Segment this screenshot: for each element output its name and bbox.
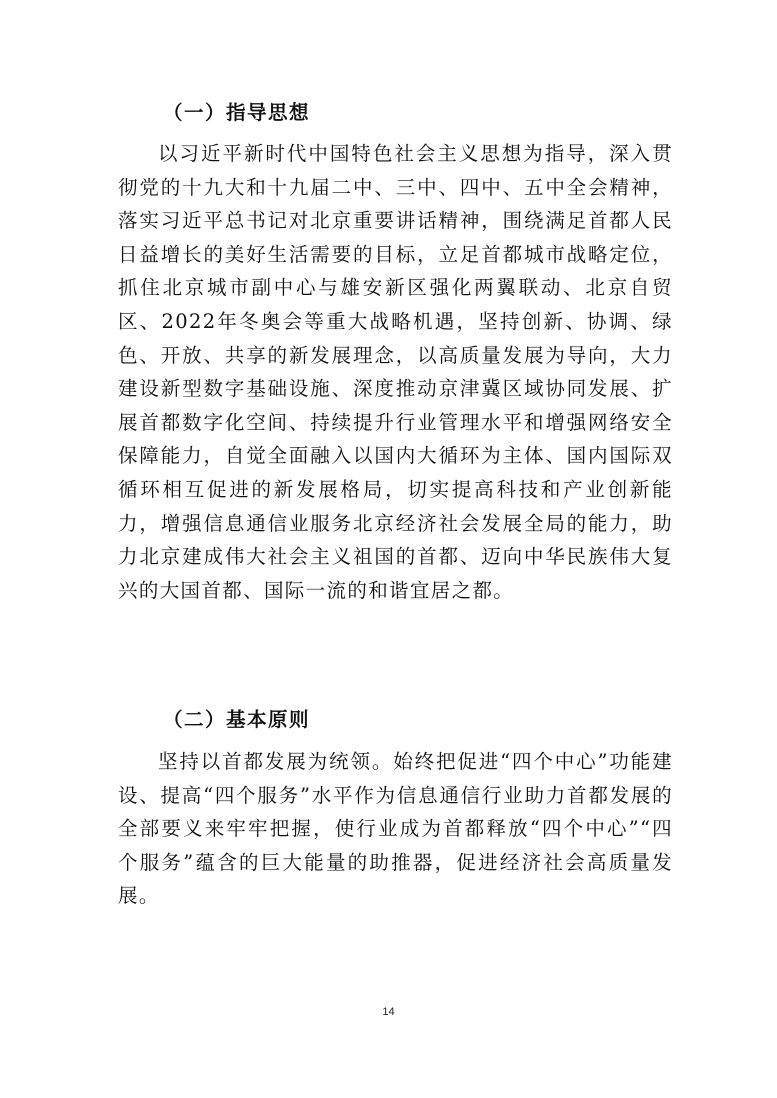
- section-heading-guiding-ideology: （一）指导思想: [163, 101, 311, 124]
- section-heading-basic-principles: （二）基本原则: [163, 708, 311, 731]
- page-number: 14: [382, 1006, 395, 1018]
- section-paragraph-basic-principles: 坚持以首都发展为统领。始终把促进“四个中心”功能建设、提高“四个服务”水平作为信息通信行业助力首都发展的全部要义来牢牢把握，使行业成为首都释放“四个中心”“四个服务”蕴含的巨大能量的助推器，促进经济社会高质量发展。: [118, 750, 673, 908]
- section-paragraph-guiding-ideology: 以习近平新时代中国特色社会主义思想为指导，深入贯彻党的十九大和十九届二中、三中、四中、五中全会精神，落实习近平总书记对北京重要讲话精神，围绕满足首都人民日益增长的美好生活需要的目标，立足首都城市战略定位，抓住北京城市副中心与雄安新区强化两翼联动、北京自贸区、2022年冬奥会等重大战略机遇，坚持创新、协调、绿色、开放、共享的新发展理念，以高质量发展为导向，大力建设新型数字基础设施、深度推动京津冀区域协同发展、扩展首都数字化空间、持续提升行业管理水平和增强网络安全保障能力，自觉全面融入以国内大循环为主体、国内国际双循环相互促进的新发展格局，切实提高科技和产业创新能力，增强信息通信业服务北京经济社会发展全局的能力，助力北京建成伟大社会主义祖国的首都、迈向中华民族伟大复兴的大国首都、国际一流的和谐宜居之都。: [118, 142, 673, 602]
